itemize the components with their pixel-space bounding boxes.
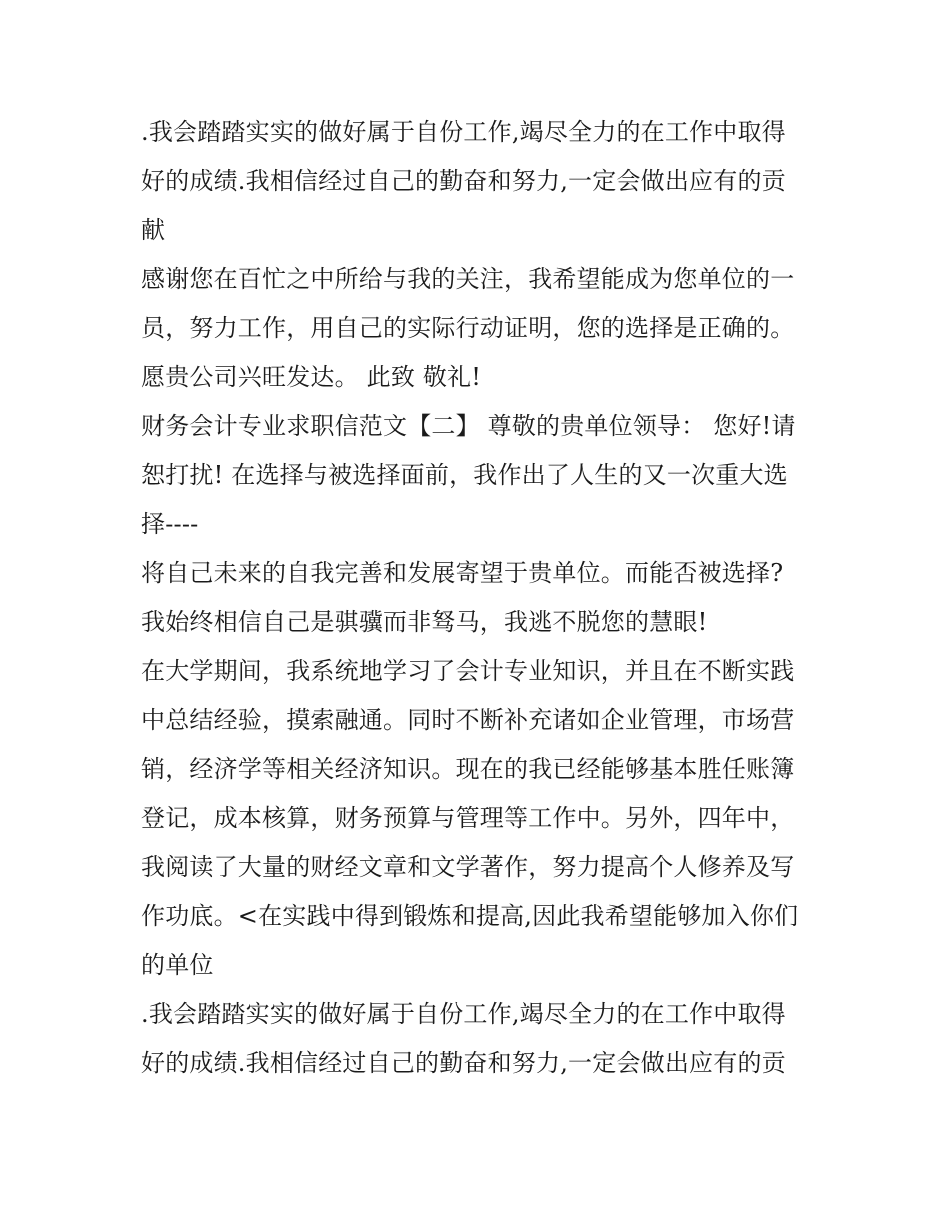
text-line: 财务会计专业求职信范文【二】 尊敬的贵单位领导： 您好!请 [141,412,796,440]
document-body [141,108,821,1088]
text-line: 在大学期间，我系统地学习了会计专业知识，并且在不断实践 [141,657,795,685]
text-line: 好的成绩.我相信经过自己的勤奋和努力,一定会做出应有的贡 [141,167,786,195]
text-line: 登记，成本核算，财务预算与管理等工作中。另外，四年中， [141,804,795,832]
text-line: 将自己未来的自我完善和发展寄望于贵单位。而能否被选择? [141,559,784,587]
text-line: 的单位 [141,951,214,979]
text-line: 愿贵公司兴旺发达。 此致 敬礼! [141,363,482,391]
text-line: 感谢您在百忙之中所给与我的关注，我希望能成为您单位的一 [141,265,795,293]
text-line: 我始终相信自己是骐骥而非驽马，我逃不脱您的慧眼! [141,608,708,636]
text-line: 恕打扰! 在选择与被选择面前，我作出了人生的又一次重大选 [141,461,788,489]
text-line: 好的成绩.我相信经过自己的勤奋和努力,一定会做出应有的贡 [141,1049,786,1077]
text-line: 献 [141,216,166,244]
text-line: 择---- [141,510,199,538]
text-line: .我会踏踏实实的做好属于自份工作,竭尽全力的在工作中取得 [141,118,786,146]
text-line: 员，努力工作，用自己的实际行动证明，您的选择是正确的。 [141,314,795,342]
text-line: 作功底。<在实践中得到锻炼和提高,因此我希望能够加入你们 [141,902,799,930]
text-line: 中总结经验，摸索融通。同时不断补充诸如企业管理，市场营 [141,706,795,734]
text-line: .我会踏踏实实的做好属于自份工作,竭尽全力的在工作中取得 [141,1000,786,1028]
text-line: 我阅读了大量的财经文章和文学著作，努力提高个人修养及写 [141,853,795,881]
text-line: 销，经济学等相关经济知识。现在的我已经能够基本胜任账簿 [141,755,795,783]
